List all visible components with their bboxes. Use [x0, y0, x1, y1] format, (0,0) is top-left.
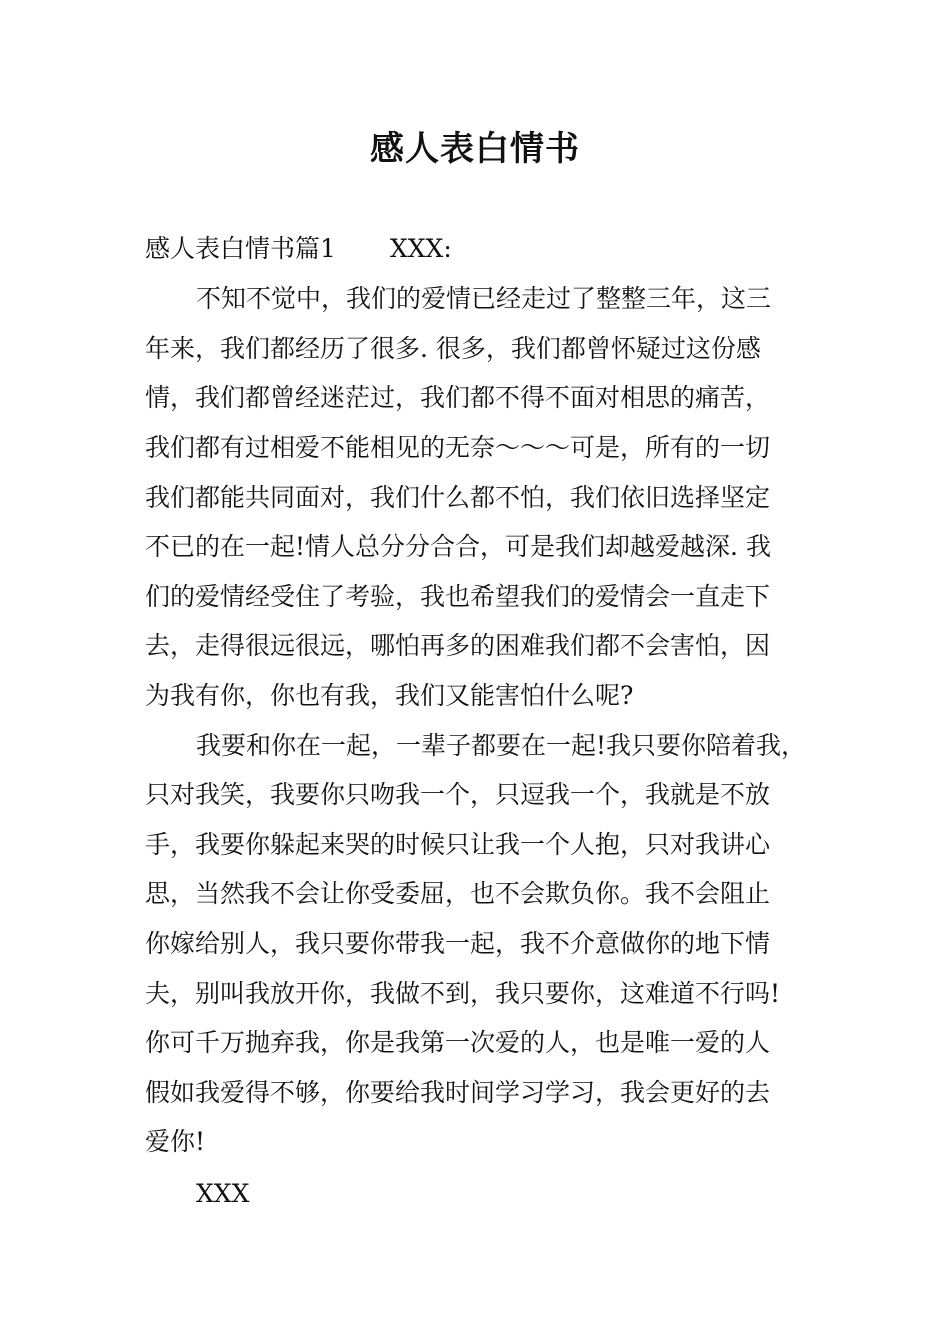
signature: XXX	[196, 1179, 250, 1208]
paragraph-line: 我们都有过相爱不能相见的无奈～～～可是，所有的一切	[145, 433, 771, 462]
paragraph-line: 去，走得很远很远，哪怕再多的困难我们都不会害怕，因	[145, 631, 771, 660]
heading-line	[145, 232, 452, 266]
paragraph-line: 夫，别叫我放开你，我做不到，我只要你，这难道不行吗!	[145, 979, 781, 1008]
paragraph-line: 手，我要你躲起来哭的时候只让我一个人抱，只对我讲心	[145, 830, 771, 859]
salutation: XXX:	[389, 234, 452, 263]
paragraph-line: 你可千万抛弃我，你是我第一次爱的人，也是唯一爱的人	[145, 1028, 771, 1057]
paragraph-line: 只对我笑，我要你只吻我一个，只逗我一个，我就是不放	[145, 780, 771, 809]
paragraph-line: 思，当然我不会让你受委屈，也不会欺负你。我不会阻止	[145, 879, 771, 908]
paragraph-line: 你嫁给别人，我只要你带我一起，我不介意做你的地下情	[145, 929, 771, 958]
paragraph-line: 年来，我们都经历了很多. 很多，我们都曾怀疑过这份感	[145, 334, 761, 363]
paragraph-line: 们的爱情经受住了考验，我也希望我们的爱情会一直走下	[145, 582, 771, 611]
section-heading: 感人表白情书篇1	[145, 234, 336, 263]
paragraph-line: 我要和你在一起，一辈子都要在一起!我只要你陪着我，	[196, 731, 807, 760]
paragraph-line: 为我有你，你也有我，我们又能害怕什么呢?	[145, 681, 634, 710]
document-title: 感人表白情书	[370, 129, 580, 169]
paragraph-line: 爱你!	[145, 1127, 206, 1156]
paragraph-line: 情，我们都曾经迷茫过，我们都不得不面对相思的痛苦，	[145, 383, 771, 412]
paragraph-line: 不知不觉中，我们的爱情已经走过了整整三年，这三	[196, 284, 772, 313]
paragraph-line: 不已的在一起!情人总分分合合，可是我们却越爱越深. 我	[145, 532, 771, 561]
paragraph-line: 假如我爱得不够，你要给我时间学习学习，我会更好的去	[145, 1078, 771, 1107]
paragraph-line: 我们都能共同面对，我们什么都不怕，我们依旧选择坚定	[145, 483, 771, 512]
